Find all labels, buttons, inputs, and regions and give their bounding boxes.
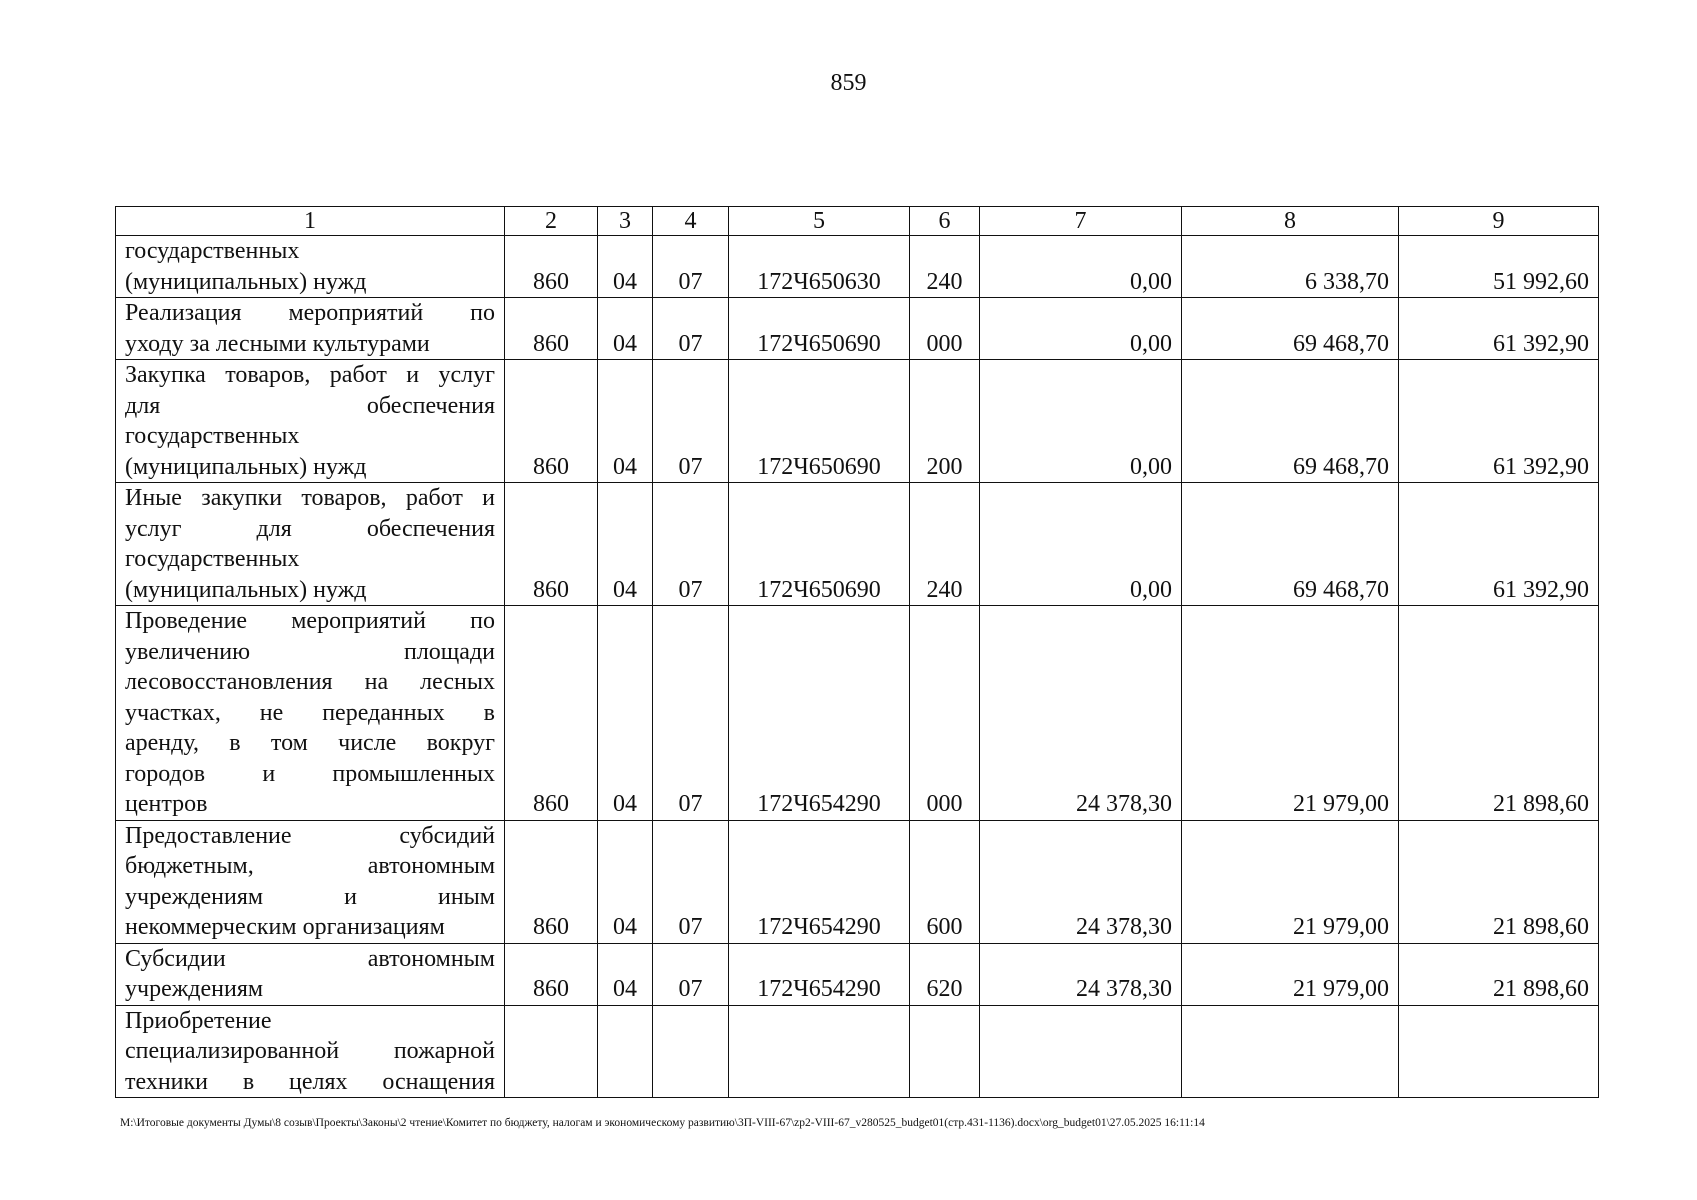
cell-amount-col9: 51 992,60 bbox=[1399, 236, 1599, 298]
cell-ministry-code: 860 bbox=[505, 236, 598, 298]
cell-section bbox=[598, 1005, 653, 1098]
column-header: 5 bbox=[729, 207, 910, 236]
description-line: центров bbox=[125, 791, 208, 817]
description-line: услуг для обеспечения bbox=[125, 515, 495, 542]
cell-description bbox=[116, 943, 505, 1005]
description-line: Реализация мероприятий по bbox=[125, 300, 495, 326]
cell-amount-col7: 24 378,30 bbox=[980, 820, 1182, 943]
cell-subsection bbox=[653, 1005, 729, 1098]
description-line: участках, не переданных в bbox=[125, 699, 495, 726]
cell-target-article: 172Ч650690 bbox=[729, 298, 910, 360]
cell-target-article: 172Ч650690 bbox=[729, 483, 910, 606]
cell-amount-col8: 21 979,00 bbox=[1182, 820, 1399, 943]
cell-target-article: 172Ч650630 bbox=[729, 236, 910, 298]
column-header: 7 bbox=[980, 207, 1182, 236]
cell-description bbox=[116, 236, 505, 298]
cell-expense-type: 000 bbox=[910, 298, 980, 360]
cell-expense-type: 240 bbox=[910, 236, 980, 298]
cell-expense-type: 200 bbox=[910, 360, 980, 483]
cell-ministry-code: 860 bbox=[505, 298, 598, 360]
cell-amount-col7: 0,00 bbox=[980, 298, 1182, 360]
cell-amount-col7 bbox=[980, 1005, 1182, 1098]
table-row bbox=[116, 943, 1599, 1005]
cell-amount-col7: 0,00 bbox=[980, 236, 1182, 298]
cell-section: 04 bbox=[598, 820, 653, 943]
description-line: (муниципальных) нужд bbox=[125, 268, 367, 295]
cell-description bbox=[116, 606, 505, 821]
column-header: 1 bbox=[116, 207, 505, 236]
table-row bbox=[116, 360, 1599, 483]
column-header: 4 bbox=[653, 207, 729, 236]
cell-target-article bbox=[729, 1005, 910, 1098]
cell-expense-type: 240 bbox=[910, 483, 980, 606]
cell-description bbox=[116, 360, 505, 483]
cell-amount-col7: 24 378,30 bbox=[980, 943, 1182, 1005]
description-line: для обеспечения bbox=[125, 392, 495, 419]
cell-amount-col8: 21 979,00 bbox=[1182, 606, 1399, 821]
cell-ministry-code: 860 bbox=[505, 360, 598, 483]
cell-expense-type bbox=[910, 1005, 980, 1098]
cell-amount-col7: 0,00 bbox=[980, 360, 1182, 483]
cell-amount-col8: 69 468,70 bbox=[1182, 483, 1399, 606]
description-line: Приобретение bbox=[125, 1007, 272, 1034]
cell-amount-col8: 69 468,70 bbox=[1182, 298, 1399, 360]
description-line: Предоставление субсидий bbox=[125, 822, 495, 849]
table-row bbox=[116, 483, 1599, 606]
description-line: уходу за лесными культурами bbox=[125, 330, 430, 357]
cell-section: 04 bbox=[598, 606, 653, 821]
description-line: государственных bbox=[125, 546, 300, 572]
cell-ministry-code: 860 bbox=[505, 606, 598, 821]
cell-amount-col9: 61 392,90 bbox=[1399, 298, 1599, 360]
cell-target-article: 172Ч654290 bbox=[729, 820, 910, 943]
description-line: учреждениям bbox=[125, 976, 264, 1002]
cell-amount-col8: 21 979,00 bbox=[1182, 943, 1399, 1005]
cell-amount-col8 bbox=[1182, 1005, 1399, 1098]
description-line: некоммерческим организациям bbox=[125, 914, 445, 940]
cell-amount-col9 bbox=[1399, 1005, 1599, 1098]
cell-description bbox=[116, 298, 505, 360]
cell-ministry-code: 860 bbox=[505, 943, 598, 1005]
table-row bbox=[116, 236, 1599, 298]
cell-amount-col8: 6 338,70 bbox=[1182, 236, 1399, 298]
table-body bbox=[116, 236, 1599, 1098]
cell-section: 04 bbox=[598, 483, 653, 606]
description-line: городов и промышленных bbox=[125, 760, 495, 787]
description-line: аренду, в том числе вокруг bbox=[125, 730, 495, 756]
cell-amount-col8: 69 468,70 bbox=[1182, 360, 1399, 483]
cell-target-article: 172Ч654290 bbox=[729, 606, 910, 821]
cell-amount-col9: 21 898,60 bbox=[1399, 943, 1599, 1005]
cell-subsection: 07 bbox=[653, 298, 729, 360]
header-row bbox=[116, 207, 1599, 236]
description-line: техники в целях оснащения bbox=[125, 1068, 495, 1095]
table-row bbox=[116, 606, 1599, 821]
cell-expense-type: 000 bbox=[910, 606, 980, 821]
cell-subsection: 07 bbox=[653, 820, 729, 943]
cell-amount-col9: 61 392,90 bbox=[1399, 360, 1599, 483]
description-line: (муниципальных) нужд bbox=[125, 453, 367, 480]
cell-section: 04 bbox=[598, 236, 653, 298]
cell-subsection: 07 bbox=[653, 943, 729, 1005]
description-line: увеличению площади bbox=[125, 638, 495, 665]
cell-amount-col9: 21 898,60 bbox=[1399, 606, 1599, 821]
cell-amount-col7: 0,00 bbox=[980, 483, 1182, 606]
cell-expense-type: 600 bbox=[910, 820, 980, 943]
description-line: специализированной пожарной bbox=[125, 1038, 495, 1064]
description-line: государственных bbox=[125, 238, 300, 264]
column-header: 3 bbox=[598, 207, 653, 236]
description-line: Проведение мероприятий по bbox=[125, 608, 495, 634]
cell-section: 04 bbox=[598, 943, 653, 1005]
cell-description bbox=[116, 1005, 505, 1098]
cell-description bbox=[116, 820, 505, 943]
cell-ministry-code: 860 bbox=[505, 820, 598, 943]
column-header: 6 bbox=[910, 207, 980, 236]
cell-section: 04 bbox=[598, 298, 653, 360]
cell-target-article: 172Ч650690 bbox=[729, 360, 910, 483]
description-line: Закупка товаров, работ и услуг bbox=[125, 362, 495, 388]
cell-subsection: 07 bbox=[653, 606, 729, 821]
description-line: Субсидии автономным bbox=[125, 945, 495, 972]
cell-ministry-code: 860 bbox=[505, 483, 598, 606]
column-header: 8 bbox=[1182, 207, 1399, 236]
table-row bbox=[116, 1005, 1599, 1098]
file-path-footer: M:\Итоговые документы Думы\8 созыв\Проекты\Законы\2 чтение\Комитет по бюджету, налогам и экономическому развитию\3П-VIII-67\zp2-VIII-67_v280525_budget01(стр.431-1136).docx\org_budget01\27.05.2025 16:11:14 bbox=[120, 1117, 1205, 1129]
budget-table bbox=[115, 206, 1599, 1098]
page-number: 859 bbox=[830, 70, 867, 96]
description-line: бюджетным, автономным bbox=[125, 853, 495, 879]
cell-amount-col9: 61 392,90 bbox=[1399, 483, 1599, 606]
cell-subsection: 07 bbox=[653, 236, 729, 298]
column-header: 9 bbox=[1399, 207, 1599, 236]
description-line: государственных bbox=[125, 423, 300, 449]
cell-target-article: 172Ч654290 bbox=[729, 943, 910, 1005]
table-row bbox=[116, 298, 1599, 360]
cell-expense-type: 620 bbox=[910, 943, 980, 1005]
cell-amount-col7: 24 378,30 bbox=[980, 606, 1182, 821]
description-line: (муниципальных) нужд bbox=[125, 576, 367, 603]
description-line: лесовосстановления на лесных bbox=[125, 669, 495, 695]
column-header: 2 bbox=[505, 207, 598, 236]
description-line: учреждениям и иным bbox=[125, 883, 495, 910]
cell-description bbox=[116, 483, 505, 606]
table-row bbox=[116, 820, 1599, 943]
cell-ministry-code bbox=[505, 1005, 598, 1098]
cell-subsection: 07 bbox=[653, 483, 729, 606]
description-line: Иные закупки товаров, работ и bbox=[125, 485, 495, 511]
cell-subsection: 07 bbox=[653, 360, 729, 483]
cell-amount-col9: 21 898,60 bbox=[1399, 820, 1599, 943]
cell-section: 04 bbox=[598, 360, 653, 483]
